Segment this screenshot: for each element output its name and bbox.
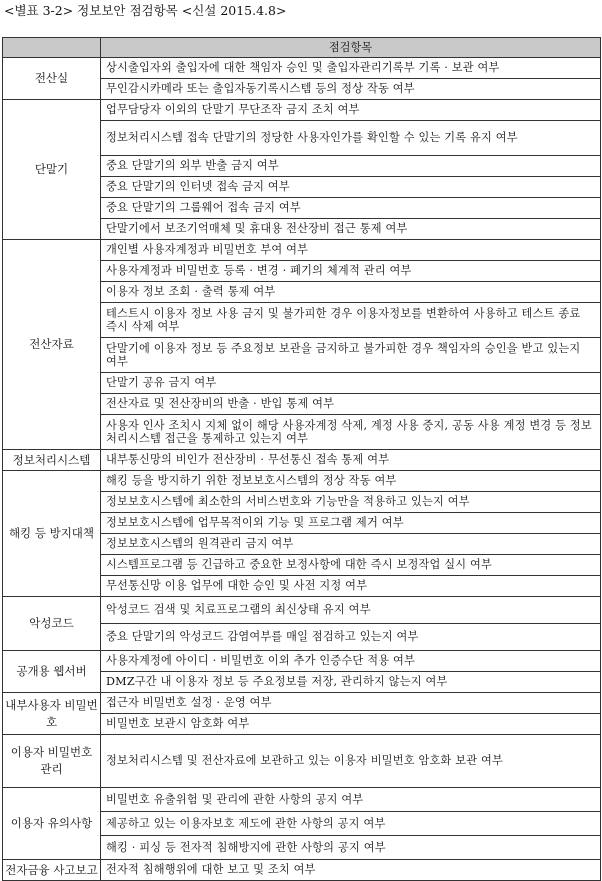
table-caption: <별표 3-2> 정보보안 점검항목 <신설 2015.4.8>	[4, 3, 287, 18]
table-row	[3, 860, 601, 881]
category-cell: 해킹 등 방지대책	[3, 471, 101, 597]
item-cell: 이용자 정보 조회 · 출력 통제 여부	[101, 282, 601, 303]
item-cell: DMZ구간 내 이용자 정보 등 주요정보를 저장, 관리하지 않는지 여부	[101, 672, 601, 693]
item-cell: 중요 단말기의 그룹웨어 접속 금지 여부	[101, 198, 601, 219]
item-cell: 비밀번호 유출위험 및 관리에 관한 사항의 공지 여부	[101, 788, 601, 812]
item-cell: 테스트시 이용자 정보 사용 금지 및 불가피한 경우 이용자정보를 변환하여 사용하고 테스트 종료 즉시 삭제 여부	[101, 303, 601, 338]
category-cell: 전산자료	[3, 240, 101, 450]
item-cell: 단말기에서 보조기억매체 및 휴대용 전산장비 접근 통제 여부	[101, 219, 601, 240]
item-cell: 사용자계정에 아이디 · 비밀번호 이외 추가 인증수단 적용 여부	[101, 651, 601, 672]
item-cell: 중요 단말기의 외부 반출 금지 여부	[101, 156, 601, 177]
item-cell: 단말기에 이용자 정보 등 주요정보 보관을 금지하고 불가피한 경우 책임자의 승인을 받고 있는지 여부	[101, 338, 601, 373]
item-cell: 정보보호시스템에 최소한의 서비스번호와 기능만을 적용하고 있는지 여부	[101, 492, 601, 513]
item-cell: 시스템프로그램 등 긴급하고 중요한 보정사항에 대한 즉시 보정작업 실시 여부	[101, 555, 601, 576]
header-item-cell: 점검항목	[101, 38, 601, 58]
item-cell: 정보보호시스템의 원격관리 금지 여부	[101, 534, 601, 555]
category-cell: 공개용 웹서버	[3, 651, 101, 693]
table-row	[3, 788, 601, 812]
table-row	[3, 240, 601, 261]
checklist-table	[2, 37, 601, 881]
item-cell: 상시출입자외 출입자에 대한 책임자 승인 및 출입자관리기록부 기록 · 보관 여부	[101, 58, 601, 79]
table-row	[3, 450, 601, 471]
table-row	[3, 693, 601, 714]
header-row	[3, 38, 601, 58]
item-cell: 접근자 비밀번호 설정 · 운영 여부	[101, 693, 601, 714]
table-row	[3, 651, 601, 672]
item-cell: 악성코드 검색 및 치료프로그램의 최신상태 유지 여부	[101, 597, 601, 624]
item-cell: 개인별 사용자계정과 비밀번호 부여 여부	[101, 240, 601, 261]
item-cell: 사용자 인사 조치시 지체 없이 해당 사용자계정 삭제, 계정 사용 중지, 공동 사용 계정 변경 등 정보처리시스템 접근을 통제하고 있는지 여부	[101, 415, 601, 450]
category-cell: 이용자 비밀번호 관리	[3, 735, 101, 788]
item-cell: 해킹 · 피싱 등 전자적 침해방지에 관한 사항의 공지 여부	[101, 836, 601, 860]
item-cell: 비밀번호 보관시 암호화 여부	[101, 714, 601, 735]
category-cell: 단말기	[3, 100, 101, 240]
item-cell: 전산자료 및 전산장비의 반출 · 반입 통제 여부	[101, 394, 601, 415]
item-cell: 무인감시카메라 또는 출입자동기록시스템 등의 정상 작동 여부	[101, 79, 601, 100]
table-row	[3, 597, 601, 624]
item-cell: 해킹 등을 방지하기 위한 정보보호시스템의 정상 작동 여부	[101, 471, 601, 492]
header-category-cell	[3, 38, 101, 58]
item-cell: 전자적 침해행위에 대한 보고 및 조치 여부	[101, 860, 601, 881]
category-cell: 악성코드	[3, 597, 101, 651]
item-cell: 정보보호시스템에 업무목적이외 기능 및 프로그램 제거 여부	[101, 513, 601, 534]
item-cell: 업무담당자 이외의 단말기 무단조작 금지 조치 여부	[101, 100, 601, 121]
category-cell: 전산실	[3, 58, 101, 100]
category-cell: 전자금융 사고보고	[3, 860, 101, 881]
table-row	[3, 100, 601, 121]
table-row	[3, 471, 601, 492]
table-row	[3, 735, 601, 788]
item-cell: 정보처리시스템 및 전산자료에 보관하고 있는 이용자 비밀번호 암호화 보관 여부	[101, 735, 601, 788]
table-row	[3, 58, 601, 79]
item-cell: 중요 단말기의 악성코드 감염여부를 매일 점검하고 있는지 여부	[101, 624, 601, 651]
item-cell: 사용자계정과 비밀번호 등록 · 변경 · 폐기의 체계적 관리 여부	[101, 261, 601, 282]
item-cell: 정보처리시스템 접속 단말기의 정당한 사용자인가를 확인할 수 있는 기록 유지 여부	[101, 121, 601, 156]
item-cell: 내부통신망의 비인가 전산장비 · 무선통신 접속 통제 여부	[101, 450, 601, 471]
category-cell: 이용자 유의사항	[3, 788, 101, 860]
item-cell: 무선통신망 이용 업무에 대한 승인 및 사전 지정 여부	[101, 576, 601, 597]
item-cell: 중요 단말기의 인터넷 접속 금지 여부	[101, 177, 601, 198]
category-cell: 정보처리시스템	[3, 450, 101, 471]
item-cell: 단말기 공유 금지 여부	[101, 373, 601, 394]
category-cell: 내부사용자 비밀번호	[3, 693, 101, 735]
item-cell: 제공하고 있는 이용자보호 제도에 관한 사항의 공지 여부	[101, 812, 601, 836]
